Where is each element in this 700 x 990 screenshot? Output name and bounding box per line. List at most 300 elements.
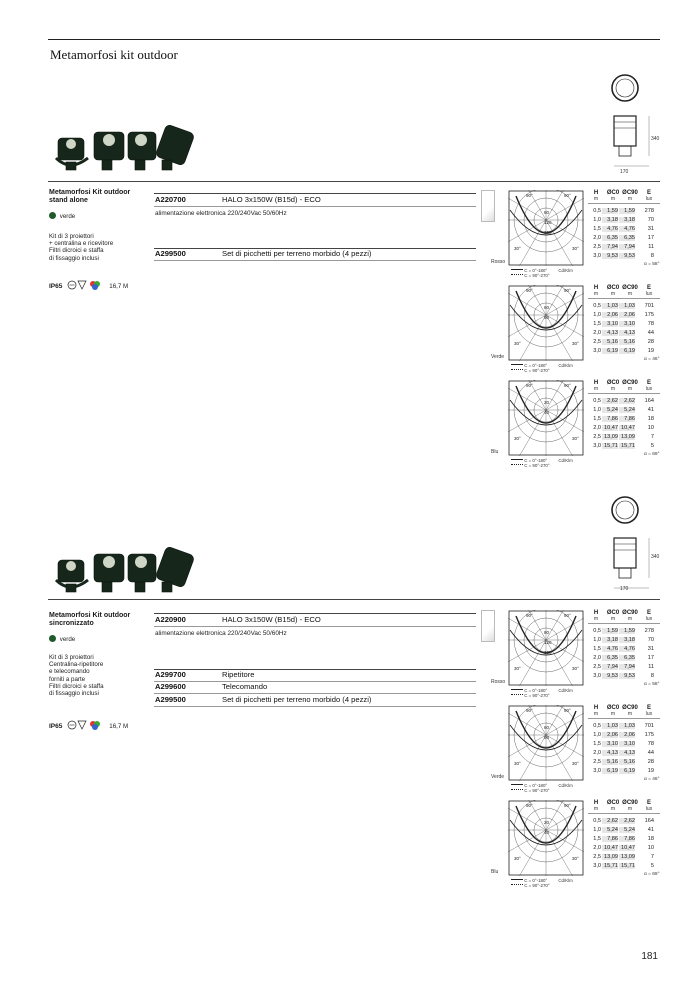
section-rule (48, 599, 660, 600)
table-cell: 13,09 (604, 434, 618, 440)
table-cell: 5 (650, 443, 654, 449)
item-rule (154, 260, 476, 261)
table-cell: 6,19 (602, 768, 618, 774)
table-cell: 10,47 (621, 425, 635, 431)
table-cell: 31 (647, 646, 654, 652)
legend-unit: Cd/Klm (558, 878, 573, 883)
ring-label: 20 (544, 400, 550, 405)
table-cell: 7,94 (602, 664, 618, 670)
table-cell: 3,0 (593, 863, 601, 869)
axis-label: 30° (572, 761, 579, 766)
table-cell: 7,86 (619, 416, 635, 422)
polar-diagram (508, 285, 584, 361)
diagram-legend (511, 688, 591, 698)
table-cell: 7,94 (619, 664, 635, 670)
color-option: verde (49, 635, 75, 644)
table-cell: 278 (644, 208, 654, 214)
table-cell: 9,53 (602, 253, 618, 259)
column-unit: m (610, 616, 616, 622)
axis-label: 30° (572, 666, 579, 671)
item-rule (154, 193, 476, 194)
column-header: ØC90 (622, 190, 638, 196)
top-rule (48, 39, 660, 40)
item-desc: HALO 3x150W (B15d) - ECO (222, 615, 321, 624)
column-unit: lux (645, 711, 653, 717)
column-header: ØC90 (622, 705, 638, 711)
table-cell: 3,10 (619, 741, 635, 747)
column-unit: m (627, 806, 633, 812)
legend-c90: C = 90°-270° (524, 788, 550, 793)
table-cell: 7,86 (619, 836, 635, 842)
axis-label: 30° (514, 436, 521, 441)
table-cell: 2,0 (593, 425, 601, 431)
table-cell: 164 (644, 818, 654, 824)
table-cell: 15,71 (604, 863, 618, 869)
axis-label: 90° (564, 383, 571, 388)
ring-label: 90 (544, 735, 550, 740)
column-header: E (646, 610, 651, 616)
table-cell: 0,5 (593, 818, 601, 824)
table-cell: 5,24 (602, 407, 618, 413)
column-unit: m (627, 616, 633, 622)
table-cell: 19 (647, 348, 654, 354)
beam-angle: α = 69° (644, 452, 660, 457)
table-cell: 2,5 (593, 339, 601, 345)
table-cell: 7,94 (602, 244, 618, 250)
table-cell: 18 (647, 836, 654, 842)
product-description: Kit di 3 proiettori + centralina e ricevitore Filtri dicroici e staffa di fissaggio inclusi (49, 233, 114, 262)
column-unit: m (593, 196, 599, 202)
table-cell: 10 (647, 425, 654, 431)
range-value: 16,7 M (109, 283, 129, 290)
diagram-legend (511, 458, 591, 468)
beam-preview-icon (481, 610, 495, 642)
column-unit: m (610, 386, 616, 392)
item-desc: Telecomando (222, 682, 268, 691)
table-cell: 1,5 (593, 321, 601, 327)
table-cell: 9,53 (619, 253, 635, 259)
table-cell: 4,76 (619, 226, 635, 232)
column-header: ØC0 (606, 190, 620, 196)
table-cell: 2,5 (593, 664, 601, 670)
table-cell: 4,13 (602, 750, 618, 756)
table-cell: 15,71 (604, 443, 618, 449)
table-cell: 1,03 (619, 723, 635, 729)
projector-photo (50, 544, 202, 596)
legend-c90: C = 90°-270° (524, 463, 550, 468)
column-header: ØC90 (622, 800, 638, 806)
beam-angle: α = 58° (644, 262, 660, 267)
filter-color-label: Blu (491, 869, 499, 875)
item-desc: HALO 3x150W (B15d) - ECO (222, 195, 321, 204)
certifications (49, 275, 128, 293)
ring-label: 20 (544, 820, 550, 825)
legend-c90: C = 90°-270° (524, 693, 550, 698)
legend-unit: Cd/Klm (558, 458, 573, 463)
certifications (49, 715, 128, 733)
legend-c90: C = 90°-270° (524, 273, 550, 278)
item-desc: Set di picchetti per terreno morbido (4 pezzi) (222, 695, 372, 704)
table-cell: 10,47 (604, 845, 618, 851)
table-rule (588, 813, 660, 814)
table-cell: 2,5 (593, 759, 601, 765)
table-cell: 278 (644, 628, 654, 634)
column-unit: m (593, 711, 599, 717)
axis-label: 30° (514, 856, 521, 861)
axis-label: 90° (526, 708, 533, 713)
table-cell: 4,76 (602, 226, 618, 232)
axis-label: 90° (564, 803, 571, 808)
table-cell: 7 (650, 434, 654, 440)
table-rule (588, 393, 660, 394)
ring-label: 60 (544, 725, 550, 730)
polar-diagram (508, 190, 584, 266)
axis-label: 90° (564, 193, 571, 198)
table-cell: 10,47 (604, 425, 618, 431)
table-cell: 7 (650, 854, 654, 860)
polar-diagram (508, 705, 584, 781)
table-cell: 3,10 (602, 321, 618, 327)
ring-label: 40 (544, 410, 550, 415)
column-unit: lux (645, 196, 653, 202)
table-cell: 15,71 (621, 443, 635, 449)
table-cell: 7,86 (602, 416, 618, 422)
axis-label: 30° (514, 341, 521, 346)
table-cell: 6,35 (602, 235, 618, 241)
column-header: H (593, 380, 599, 386)
ring-label: 80 (544, 210, 550, 215)
table-rule (588, 298, 660, 299)
table-cell: 9,53 (602, 673, 618, 679)
column-header: H (593, 285, 599, 291)
item-rule (154, 706, 476, 707)
table-cell: 17 (647, 235, 654, 241)
column-header: ØC90 (622, 285, 638, 291)
item-desc: Ripetitore (222, 670, 255, 679)
table-cell: 8 (650, 253, 654, 259)
column-unit: m (593, 806, 599, 812)
legend-c0: C = 0°-180° (524, 458, 548, 463)
dim-width: 170 (620, 586, 629, 592)
table-rule (588, 203, 660, 204)
item-rule (154, 206, 476, 207)
table-cell: 3,0 (593, 348, 601, 354)
axis-label: 90° (564, 613, 571, 618)
table-cell: 1,0 (593, 312, 601, 318)
table-cell: 13,09 (621, 854, 635, 860)
legend-c0: C = 0°-180° (524, 268, 548, 273)
table-cell: 3,18 (602, 217, 618, 223)
item-code: A299700 (155, 670, 186, 679)
legend-unit: Cd/Klm (558, 268, 573, 273)
table-cell: 1,5 (593, 416, 601, 422)
legend-unit: Cd/Klm (558, 363, 573, 368)
range-value: 16,7 M (109, 723, 129, 730)
table-cell: 2,06 (602, 312, 618, 318)
column-header: ØC0 (606, 610, 620, 616)
axis-label: 90° (526, 803, 533, 808)
table-cell: 4,76 (602, 646, 618, 652)
table-cell: 19 (647, 768, 654, 774)
legend-c0: C = 0°-180° (524, 688, 548, 693)
table-cell: 2,62 (602, 398, 618, 404)
filter-color-label: Rosso (491, 679, 506, 685)
ip-rating: IP65 (49, 283, 63, 290)
column-header: ØC90 (622, 610, 638, 616)
table-cell: 4,13 (619, 750, 635, 756)
column-header: ØC90 (622, 380, 638, 386)
table-cell: 1,59 (619, 208, 635, 214)
beam-angle: α = 69° (644, 872, 660, 877)
axis-label: 30° (572, 246, 579, 251)
ring-label: 90 (544, 315, 550, 320)
item-sub: alimentazione elettronica 220/240Vac 50/60Hz (155, 630, 287, 637)
table-cell: 1,59 (619, 628, 635, 634)
table-cell: 3,0 (593, 253, 601, 259)
table-rule (588, 623, 660, 624)
table-cell: 1,0 (593, 637, 601, 643)
table-cell: 44 (647, 750, 654, 756)
beam-preview-icon (481, 190, 495, 222)
beam-angle: α = 58° (644, 682, 660, 687)
legend-unit: Cd/Klm (558, 783, 573, 788)
table-cell: 2,0 (593, 330, 601, 336)
table-cell: 5,24 (602, 827, 618, 833)
table-cell: 78 (647, 321, 654, 327)
item-code: A220700 (155, 195, 186, 204)
table-cell: 2,06 (619, 732, 635, 738)
table-cell: 11 (648, 664, 654, 670)
table-cell: 0,5 (593, 723, 601, 729)
table-cell: 6,35 (602, 655, 618, 661)
axis-label: 90° (526, 288, 533, 293)
column-unit: m (593, 291, 599, 297)
column-unit: lux (645, 616, 653, 622)
table-cell: 2,62 (619, 818, 635, 824)
table-cell: 11 (648, 244, 654, 250)
beam-angle: α = 46° (644, 777, 660, 782)
table-cell: 2,06 (602, 732, 618, 738)
diagram-legend (511, 268, 591, 278)
table-cell: 175 (644, 732, 654, 738)
table-cell: 1,59 (602, 628, 618, 634)
ring-label: 160 (544, 650, 552, 655)
color-option: verde (49, 212, 75, 221)
table-cell: 2,5 (593, 854, 601, 860)
filter-color-label: Verde (491, 354, 505, 360)
table-cell: 1,5 (593, 836, 601, 842)
legend-c0: C = 0°-180° (524, 363, 548, 368)
axis-label: 30° (572, 436, 579, 441)
table-cell: 2,06 (619, 312, 635, 318)
column-header: E (646, 190, 651, 196)
ring-label: 80 (544, 630, 550, 635)
filter-color-label: Blu (491, 449, 499, 455)
table-cell: 5,16 (602, 339, 618, 345)
column-header: H (593, 705, 599, 711)
table-cell: 6,19 (602, 348, 618, 354)
table-rule (588, 718, 660, 719)
table-cell: 2,0 (593, 235, 601, 241)
polar-diagram (508, 800, 584, 876)
table-cell: 70 (647, 637, 654, 643)
column-unit: m (593, 616, 599, 622)
table-cell: 0,5 (593, 628, 601, 634)
table-cell: 5,16 (619, 339, 635, 345)
table-cell: 7,94 (619, 244, 635, 250)
table-cell: 4,13 (619, 330, 635, 336)
table-cell: 10 (647, 845, 654, 851)
table-cell: 2,62 (602, 818, 618, 824)
column-header: E (646, 705, 651, 711)
item-desc: Set di picchetti per terreno morbido (4 pezzi) (222, 249, 372, 258)
item-code: A299500 (155, 249, 186, 258)
color-swatch (49, 212, 56, 219)
dimension-drawing (605, 70, 663, 178)
column-unit: m (610, 291, 616, 297)
legend-c0: C = 0°-180° (524, 878, 548, 883)
table-cell: 41 (647, 407, 654, 413)
table-cell: 28 (647, 759, 654, 765)
item-code: A220900 (155, 615, 186, 624)
column-unit: lux (645, 291, 653, 297)
table-cell: 4,13 (602, 330, 618, 336)
column-header: ØC0 (606, 800, 620, 806)
table-cell: 6,35 (619, 655, 635, 661)
item-rule (154, 681, 476, 682)
table-cell: 701 (644, 723, 654, 729)
table-cell: 2,0 (593, 655, 601, 661)
table-cell: 6,19 (619, 348, 635, 354)
table-cell: 41 (647, 827, 654, 833)
item-sub: alimentazione elettronica 220/240Vac 50/60Hz (155, 210, 287, 217)
table-cell: 2,0 (593, 845, 601, 851)
table-cell: 2,5 (593, 244, 601, 250)
table-cell: 4,76 (619, 646, 635, 652)
ring-label: 60 (544, 305, 550, 310)
section-rule (48, 181, 660, 182)
column-unit: m (610, 711, 616, 717)
column-unit: m (627, 386, 633, 392)
table-cell: 5,16 (619, 759, 635, 765)
table-cell: 175 (644, 312, 654, 318)
column-header: H (593, 190, 599, 196)
table-cell: 2,5 (593, 434, 601, 440)
item-rule (154, 613, 476, 614)
axis-label: 90° (564, 288, 571, 293)
safety-icons (67, 720, 105, 730)
table-cell: 8 (650, 673, 654, 679)
product-name: Metamorfosi Kit outdoor stand alone (49, 189, 131, 204)
ip-rating: IP65 (49, 723, 63, 730)
item-rule (154, 626, 476, 627)
table-cell: 78 (647, 741, 654, 747)
axis-label: 30° (514, 666, 521, 671)
page-number: 181 (641, 951, 658, 962)
table-cell: 3,18 (602, 637, 618, 643)
column-header: E (646, 380, 651, 386)
table-cell: 31 (647, 226, 654, 232)
table-cell: 3,0 (593, 768, 601, 774)
table-cell: 1,0 (593, 217, 601, 223)
beam-angle: α = 46° (644, 357, 660, 362)
item-rule (154, 693, 476, 694)
axis-label: 30° (572, 341, 579, 346)
safety-icons (67, 280, 105, 290)
table-cell: 15,71 (621, 863, 635, 869)
color-swatch (49, 635, 56, 642)
table-cell: 1,0 (593, 732, 601, 738)
table-cell: 1,03 (602, 723, 618, 729)
table-cell: 3,10 (619, 321, 635, 327)
ring-label: 40 (544, 830, 550, 835)
column-unit: m (627, 291, 633, 297)
table-cell: 2,62 (619, 398, 635, 404)
column-header: ØC0 (606, 380, 620, 386)
table-cell: 10,47 (621, 845, 635, 851)
table-cell: 1,0 (593, 827, 601, 833)
table-cell: 701 (644, 303, 654, 309)
diagram-legend (511, 878, 591, 888)
table-cell: 1,5 (593, 741, 601, 747)
column-unit: lux (645, 806, 653, 812)
column-unit: m (610, 806, 616, 812)
table-cell: 70 (647, 217, 654, 223)
table-cell: 0,5 (593, 398, 601, 404)
table-cell: 44 (647, 330, 654, 336)
table-cell: 3,18 (619, 637, 635, 643)
column-unit: m (627, 196, 633, 202)
legend-c90: C = 90°-270° (524, 883, 550, 888)
axis-label: 90° (526, 383, 533, 388)
product-description: Kit di 3 proiettori Centralina-ripetitore e telecomando forniti a parte Filtri dicroici e staffa di fissaggio inclusi (49, 654, 104, 698)
table-cell: 2,0 (593, 750, 601, 756)
column-header: ØC0 (606, 285, 620, 291)
dim-width: 170 (620, 169, 629, 175)
axis-label: 30° (514, 761, 521, 766)
table-cell: 9,53 (619, 673, 635, 679)
table-cell: 1,03 (602, 303, 618, 309)
table-cell: 3,10 (602, 741, 618, 747)
table-cell: 1,5 (593, 646, 601, 652)
ring-label: 160 (544, 230, 552, 235)
dimension-drawing (605, 492, 663, 600)
diagram-legend (511, 363, 591, 373)
column-header: E (646, 285, 651, 291)
table-cell: 18 (647, 416, 654, 422)
table-cell: 6,35 (619, 235, 635, 241)
ring-label: 120 (544, 220, 552, 225)
polar-diagram (508, 380, 584, 456)
axis-label: 90° (526, 613, 533, 618)
table-cell: 0,5 (593, 208, 601, 214)
column-header: H (593, 610, 599, 616)
table-cell: 17 (647, 655, 654, 661)
column-unit: m (627, 711, 633, 717)
table-cell: 1,5 (593, 226, 601, 232)
table-cell: 5,16 (602, 759, 618, 765)
table-cell: 7,86 (602, 836, 618, 842)
filter-color-label: Rosso (491, 259, 506, 265)
table-cell: 1,59 (602, 208, 618, 214)
diagram-legend (511, 783, 591, 793)
table-cell: 1,0 (593, 407, 601, 413)
table-cell: 13,09 (621, 434, 635, 440)
column-unit: m (593, 386, 599, 392)
item-code: A299500 (155, 695, 186, 704)
dim-height: 340 (651, 554, 660, 560)
column-unit: m (610, 196, 616, 202)
